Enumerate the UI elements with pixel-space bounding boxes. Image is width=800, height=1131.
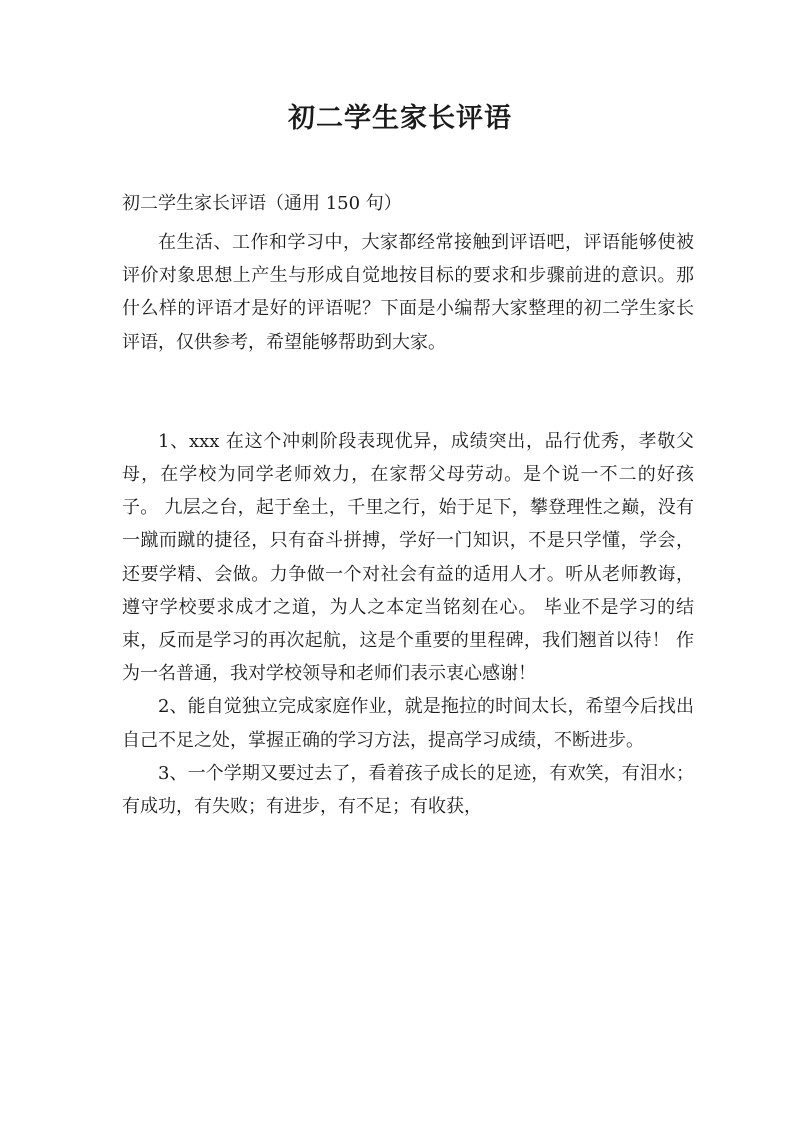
paragraph-gap	[122, 359, 694, 425]
document-subtitle: 初二学生家长评语（通用 150 句）	[122, 193, 402, 214]
comment-paragraph-2: 2、能自觉独立完成家庭作业，就是拖拉的时间太长，希望今后找出自己不足之处，掌握正确的学习方法，提高学习成绩，不断进步。	[122, 696, 694, 751]
document-title: 初二学生家长评语	[288, 103, 512, 134]
comment-paragraph-1: 1、xxx 在这个冲刺阶段表现优异，成绩突出，品行优秀，孝敬父母，在学校为同学老师效力，在家帮父母劳动。是个说一不二的好孩子。 九层之台，起于垒土，千里之行，始于足下，攀登理性之巅，没有一蹴而蹴的捷径，只有奋斗拼搏，学好一门知识，不是只学懂，学会，还要学精、会做。力争做一个对社会有益的适用人才。听从老师教诲，遵守学校要求成才之道，为人之本定当铭刻在心。 毕业不是学习的结束，反而是学习的再次起航，这是个重要的里程碑，我们翘首以待！ 作为一名普通，我对学校领导和老师们表示衷心感谢！	[122, 430, 694, 685]
document-body	[122, 226, 694, 823]
comment-paragraph-3: 3、一个学期又要过去了，看着孩子成长的足迹，有欢笑，有泪水；有成功，有失败；有进步，有不足；有收获，	[122, 762, 694, 818]
intro-paragraph: 在生活、工作和学习中，大家都经常接触到评语吧，评语能够使被评价对象思想上产生与形成自觉地按目标的要求和步骤前进的意识。那什么样的评语才是好的评语呢？下面是小编帮大家整理的初二学生家长评语，仅供参考，希望能够帮助到大家。	[122, 232, 694, 353]
